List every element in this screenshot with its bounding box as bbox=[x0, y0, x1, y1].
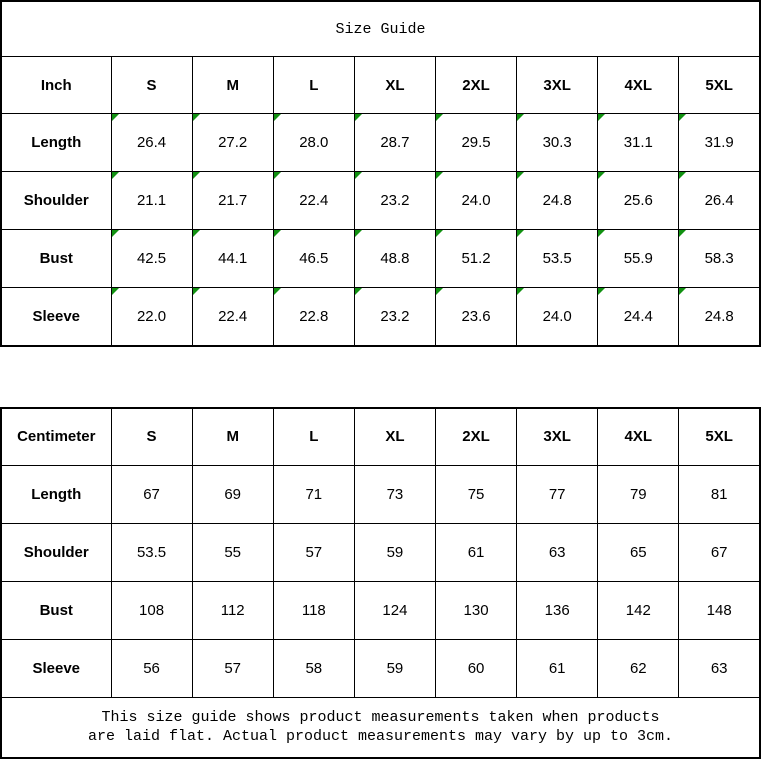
row-label: Length bbox=[1, 465, 111, 523]
size-value-cell bbox=[436, 465, 517, 523]
size-value-cell bbox=[192, 230, 273, 288]
size-value-cell bbox=[598, 114, 679, 172]
size-value-cell bbox=[517, 288, 598, 346]
size-value-cell bbox=[517, 523, 598, 581]
row-label: Shoulder bbox=[1, 523, 111, 581]
table-row bbox=[1, 114, 760, 172]
size-value: 77 bbox=[548, 485, 566, 503]
cell-corner-marker-icon bbox=[274, 172, 281, 179]
size-value-cell bbox=[354, 230, 435, 288]
size-value: 81 bbox=[710, 485, 728, 503]
size-header: 2XL bbox=[436, 408, 517, 466]
page-title: Size Guide bbox=[1, 1, 760, 57]
size-value: 28.7 bbox=[380, 134, 410, 151]
size-header: M bbox=[192, 408, 273, 466]
size-value: 61 bbox=[467, 543, 485, 561]
size-header: 3XL bbox=[517, 57, 598, 114]
size-header: 4XL bbox=[598, 57, 679, 114]
size-value: 59 bbox=[386, 659, 404, 677]
size-value: 23.6 bbox=[461, 307, 491, 325]
row-label: Length bbox=[1, 114, 111, 172]
size-value-cell bbox=[192, 114, 273, 172]
size-value-cell bbox=[354, 288, 435, 346]
cell-corner-marker-icon bbox=[355, 172, 362, 179]
size-value-cell bbox=[598, 639, 679, 697]
cell-corner-marker-icon bbox=[517, 230, 524, 237]
cell-corner-marker-icon bbox=[679, 288, 686, 295]
size-value: 24.0 bbox=[461, 192, 491, 209]
size-value-cell bbox=[111, 639, 192, 697]
cell-corner-marker-icon bbox=[517, 114, 524, 121]
size-value-cell bbox=[436, 114, 517, 172]
size-value: 25.6 bbox=[623, 192, 653, 209]
size-value-cell bbox=[273, 581, 354, 639]
size-value: 30.3 bbox=[542, 134, 572, 151]
size-value: 56 bbox=[143, 659, 160, 677]
table-row bbox=[1, 172, 760, 230]
cell-corner-marker-icon bbox=[112, 172, 119, 179]
cell-corner-marker-icon bbox=[436, 288, 443, 295]
cell-corner-marker-icon bbox=[193, 230, 200, 237]
size-value: 21.7 bbox=[218, 192, 248, 209]
cell-corner-marker-icon bbox=[679, 114, 686, 121]
cell-corner-marker-icon bbox=[193, 288, 200, 295]
size-value-cell bbox=[598, 523, 679, 581]
size-value-cell bbox=[517, 639, 598, 697]
size-value-cell bbox=[111, 288, 192, 346]
cell-corner-marker-icon bbox=[355, 230, 362, 237]
cell-corner-marker-icon bbox=[436, 172, 443, 179]
size-value-cell bbox=[436, 581, 517, 639]
table-row bbox=[1, 523, 760, 581]
size-value: 130 bbox=[463, 601, 489, 619]
size-value: 136 bbox=[544, 601, 570, 619]
size-value: 22.0 bbox=[136, 307, 167, 325]
row-label: Bust bbox=[1, 230, 111, 288]
footer-note-line1: This size guide shows product measurements taken when products bbox=[101, 709, 660, 726]
size-value-cell bbox=[192, 465, 273, 523]
size-value: 75 bbox=[467, 485, 485, 503]
row-label: Sleeve bbox=[1, 288, 111, 346]
size-value-cell bbox=[679, 172, 760, 230]
centimeter-table bbox=[0, 407, 761, 759]
table-row bbox=[1, 288, 760, 346]
table-row bbox=[1, 465, 760, 523]
size-value-cell bbox=[273, 465, 354, 523]
size-value: 63 bbox=[548, 543, 566, 561]
size-value-cell bbox=[354, 172, 435, 230]
size-value-cell bbox=[517, 172, 598, 230]
cell-corner-marker-icon bbox=[355, 288, 362, 295]
size-value: 26.4 bbox=[704, 192, 734, 209]
cell-corner-marker-icon bbox=[517, 172, 524, 179]
size-value-cell bbox=[354, 114, 435, 172]
size-value: 71 bbox=[305, 485, 323, 503]
size-value-cell bbox=[517, 581, 598, 639]
size-value-cell bbox=[111, 523, 192, 581]
cell-corner-marker-icon bbox=[193, 172, 200, 179]
size-header: 2XL bbox=[436, 57, 517, 114]
cell-corner-marker-icon bbox=[112, 288, 119, 295]
size-header: 5XL bbox=[679, 57, 760, 114]
table-row bbox=[1, 230, 760, 288]
size-value: 23.2 bbox=[380, 307, 410, 325]
size-value: 142 bbox=[625, 601, 651, 619]
size-value: 67 bbox=[710, 543, 728, 561]
size-value: 60 bbox=[467, 659, 485, 677]
size-value: 31.1 bbox=[623, 134, 653, 151]
size-value-cell bbox=[111, 114, 192, 172]
size-value-cell bbox=[679, 523, 760, 581]
size-value: 59 bbox=[386, 543, 404, 561]
size-header: XL bbox=[354, 57, 435, 114]
size-header: M bbox=[192, 57, 273, 114]
cell-corner-marker-icon bbox=[598, 288, 605, 295]
size-value: 124 bbox=[382, 601, 408, 619]
size-value-cell bbox=[273, 523, 354, 581]
size-value-cell bbox=[354, 523, 435, 581]
unit-header-inch: Inch bbox=[1, 57, 111, 114]
size-value-cell bbox=[436, 288, 517, 346]
size-value-cell bbox=[517, 465, 598, 523]
cell-corner-marker-icon bbox=[598, 230, 605, 237]
size-value-cell bbox=[192, 288, 273, 346]
size-value: 31.9 bbox=[704, 134, 734, 151]
size-value: 55.9 bbox=[623, 250, 653, 267]
size-value: 67 bbox=[143, 485, 160, 503]
size-value-cell bbox=[517, 114, 598, 172]
size-value: 58 bbox=[305, 659, 323, 677]
cell-corner-marker-icon bbox=[436, 114, 443, 121]
size-header: L bbox=[273, 57, 354, 114]
cell-corner-marker-icon bbox=[193, 114, 200, 121]
cell-corner-marker-icon bbox=[517, 288, 524, 295]
size-value: 26.4 bbox=[136, 134, 167, 151]
size-value-cell bbox=[354, 581, 435, 639]
size-value: 21.1 bbox=[136, 192, 167, 209]
size-header: 4XL bbox=[598, 408, 679, 466]
size-value-cell bbox=[679, 581, 760, 639]
cell-corner-marker-icon bbox=[355, 114, 362, 121]
size-value: 22.4 bbox=[218, 307, 248, 325]
footer-note-line2: are laid flat. Actual product measurements may vary by up to 3cm. bbox=[87, 728, 674, 745]
size-value: 22.4 bbox=[299, 192, 329, 209]
size-value: 24.8 bbox=[542, 192, 572, 209]
cell-corner-marker-icon bbox=[274, 230, 281, 237]
size-value: 57 bbox=[224, 659, 242, 677]
cell-corner-marker-icon bbox=[598, 172, 605, 179]
size-value-cell bbox=[354, 465, 435, 523]
size-value-cell bbox=[273, 114, 354, 172]
size-header: L bbox=[273, 408, 354, 466]
size-value: 24.8 bbox=[704, 307, 734, 325]
size-value-cell bbox=[273, 288, 354, 346]
size-value: 63 bbox=[710, 659, 728, 677]
size-value: 148 bbox=[706, 601, 732, 619]
size-value-cell bbox=[679, 230, 760, 288]
size-value: 22.8 bbox=[299, 307, 329, 325]
size-value: 62 bbox=[629, 659, 647, 677]
size-value-cell bbox=[111, 172, 192, 230]
table-row bbox=[1, 581, 760, 639]
size-value: 51.2 bbox=[461, 250, 491, 267]
cell-corner-marker-icon bbox=[274, 114, 281, 121]
size-value: 57 bbox=[305, 543, 323, 561]
size-value-cell bbox=[517, 230, 598, 288]
size-value-cell bbox=[679, 288, 760, 346]
size-value-cell bbox=[192, 172, 273, 230]
size-value-cell bbox=[679, 639, 760, 697]
size-value: 46.5 bbox=[299, 250, 329, 267]
size-value: 108 bbox=[139, 601, 165, 619]
size-value: 58.3 bbox=[704, 250, 734, 267]
table-row bbox=[1, 639, 760, 697]
size-header: 3XL bbox=[517, 408, 598, 466]
size-value: 53.5 bbox=[542, 250, 572, 267]
size-value: 42.5 bbox=[136, 250, 167, 267]
size-value: 65 bbox=[629, 543, 647, 561]
size-value-cell bbox=[598, 288, 679, 346]
size-value: 118 bbox=[301, 601, 326, 619]
size-value: 28.0 bbox=[299, 134, 329, 151]
size-value-cell bbox=[679, 465, 760, 523]
inch-table bbox=[0, 0, 761, 347]
row-label: Shoulder bbox=[1, 172, 111, 230]
size-value: 27.2 bbox=[218, 134, 248, 151]
size-value-cell bbox=[192, 639, 273, 697]
cell-corner-marker-icon bbox=[679, 230, 686, 237]
cell-corner-marker-icon bbox=[112, 114, 119, 121]
size-value-cell bbox=[111, 581, 192, 639]
size-value: 29.5 bbox=[461, 134, 491, 151]
size-value-cell bbox=[598, 172, 679, 230]
size-value-cell bbox=[354, 639, 435, 697]
size-value-cell bbox=[436, 172, 517, 230]
inch-section bbox=[0, 0, 761, 347]
size-value: 55 bbox=[224, 543, 242, 561]
row-label: Sleeve bbox=[1, 639, 111, 697]
size-value: 24.4 bbox=[623, 307, 653, 325]
size-value: 73 bbox=[386, 485, 404, 503]
size-value-cell bbox=[273, 172, 354, 230]
size-value-cell bbox=[192, 581, 273, 639]
size-header: S bbox=[111, 408, 192, 466]
size-value: 23.2 bbox=[380, 192, 410, 209]
size-value: 53.5 bbox=[136, 543, 167, 561]
size-value: 61 bbox=[548, 659, 566, 677]
centimeter-section bbox=[0, 407, 761, 759]
table-gap-spacer bbox=[0, 347, 761, 407]
size-header: 5XL bbox=[679, 408, 760, 466]
cell-corner-marker-icon bbox=[436, 230, 443, 237]
size-value: 112 bbox=[220, 601, 245, 619]
cell-corner-marker-icon bbox=[112, 230, 119, 237]
size-value-cell bbox=[436, 639, 517, 697]
cell-corner-marker-icon bbox=[598, 114, 605, 121]
size-header: XL bbox=[354, 408, 435, 466]
size-value-cell bbox=[273, 639, 354, 697]
size-value: 79 bbox=[629, 485, 647, 503]
size-header: S bbox=[111, 57, 192, 114]
size-value: 44.1 bbox=[218, 250, 248, 267]
size-value-cell bbox=[273, 230, 354, 288]
size-value-cell bbox=[679, 114, 760, 172]
size-value-cell bbox=[436, 230, 517, 288]
size-value-cell bbox=[598, 581, 679, 639]
size-value: 24.0 bbox=[542, 307, 572, 325]
size-value-cell bbox=[192, 523, 273, 581]
row-label: Bust bbox=[1, 581, 111, 639]
size-value: 69 bbox=[224, 485, 242, 503]
unit-header-centimeter: Centimeter bbox=[1, 408, 111, 466]
size-value-cell bbox=[111, 465, 192, 523]
size-value-cell bbox=[111, 230, 192, 288]
size-value: 48.8 bbox=[380, 250, 410, 267]
size-value-cell bbox=[598, 465, 679, 523]
cell-corner-marker-icon bbox=[679, 172, 686, 179]
cell-corner-marker-icon bbox=[274, 288, 281, 295]
footer-note bbox=[1, 697, 760, 758]
size-value-cell bbox=[436, 523, 517, 581]
size-value-cell bbox=[598, 230, 679, 288]
